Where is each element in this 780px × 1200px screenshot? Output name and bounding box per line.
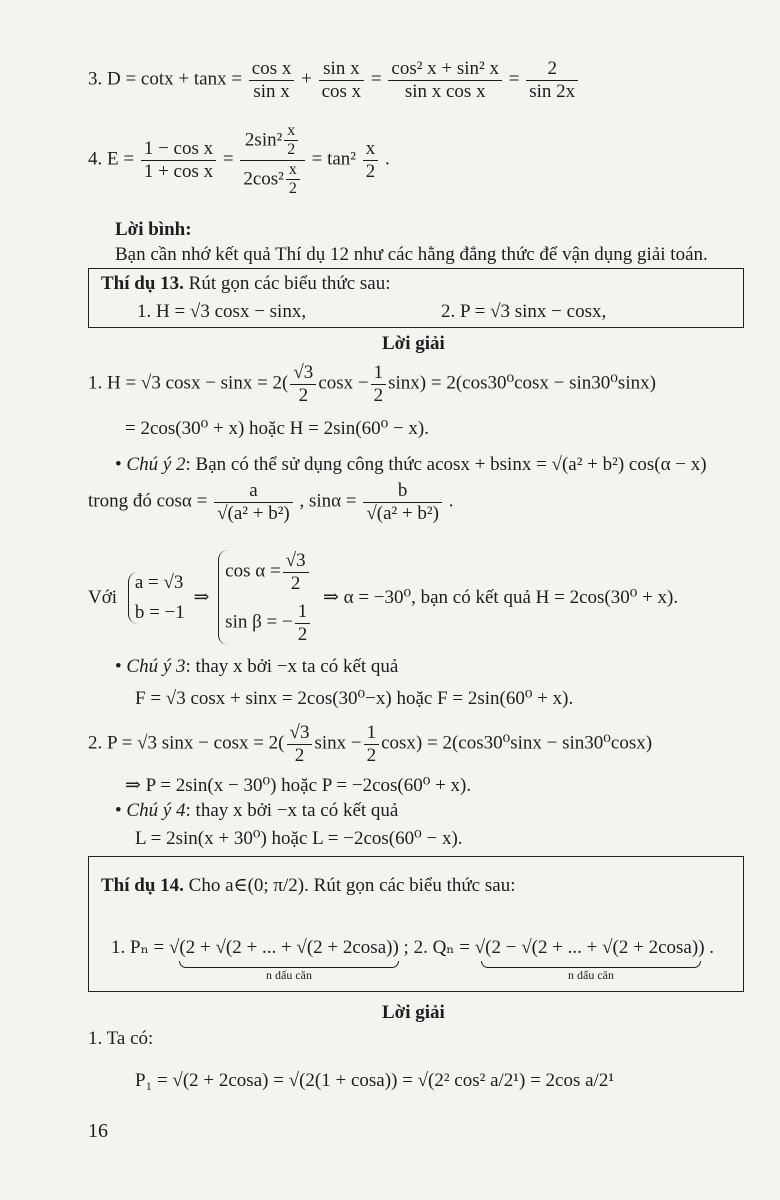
with-system: Với a = √3 b = −1 ⇒ cos α = $\frac{√3}{2}$ sin β = − $\frac{1}{2}$ ⇒ α = −30⁰, bạn có kết quả H = 2cos(30⁰ + x). bbox=[88, 550, 679, 645]
note-4: • Chú ý 4: thay x bởi −x ta có kết quả bbox=[115, 800, 399, 821]
example-13-header: Thí dụ 13. Rút gọn các biểu thức sau: bbox=[101, 273, 391, 294]
note-3-f: F = √3 cosx + sinx = 2cos(30⁰−x) hoặc F = 2sin(60⁰ + x). bbox=[135, 688, 574, 709]
note-2: • Chú ý 2: Bạn có thể sử dụng công thức acosx + bsinx = √(a² + b²) cos(α − x) bbox=[115, 454, 707, 475]
solution-title-1: Lời giải bbox=[382, 333, 445, 354]
formula-d: 3. D = cotx + tanx = $\frac{\text{cos x}}{\text{sin x}}$ + $\frac{\text{sin x}}{\text{cos x}}$ = $\frac{\text{cos² x + sin² x}}{\text{sin x cos x}}$ = $\frac{2}{\sin 2x}$ bbox=[88, 58, 580, 103]
example-13-box bbox=[88, 268, 744, 328]
comment-text: Bạn cần nhớ kết quả Thí dụ 12 như các hằng đẳng thức để vận dụng giải toán. bbox=[115, 244, 708, 265]
solution-p-line-2: ⇒ P = 2sin(x − 30⁰) hoặc P = −2cos(60⁰ + x). bbox=[125, 775, 472, 796]
brace-q: n dấu căn bbox=[481, 961, 701, 983]
p1-formula: P₁ = √(2 + 2cosa) = √(2(1 + cosa)) = √(2² cos² a/2¹) = 2cos a/2¹ bbox=[135, 1070, 615, 1091]
example-14-header: Thí dụ 14. Cho a∈(0; π/2). Rút gọn các biểu thức sau: bbox=[101, 875, 516, 896]
solution-h-line-1: 1. H = √3 cosx − sinx = 2( $\frac{√3}{2}$ cosx − $\frac{1}{2}$ sinx) = 2(cos30⁰cosx − sin30⁰sinx) bbox=[88, 362, 656, 406]
example-14-items: 1. Pₙ = √(2 + √(2 + ... + √(2 + 2cosa)) ; 2. Qₙ = √(2 − √(2 + ... + √(2 + 2cosa)) . bbox=[111, 937, 715, 958]
example-13-item-1: 1. H = √3 cosx − sinx, bbox=[137, 301, 307, 322]
formula-e: 4. E = $\frac{\text{1 − cos x}}{\text{1 + cos x}}$ = 2sin² $\frac{x}{2}$ 2cos² $\frac{x}{2}$ = tan² $\frac{x}{2}$ . bbox=[88, 122, 390, 198]
solution-title-2: Lời giải bbox=[382, 1002, 445, 1023]
we-have: 1. Ta có: bbox=[88, 1028, 154, 1049]
solution-h-line-2: = 2cos(30⁰ + x) hoặc H = 2sin(60⁰ − x). bbox=[125, 418, 429, 439]
page-number: 16 bbox=[88, 1120, 108, 1142]
note-4-l: L = 2sin(x + 30⁰) hoặc L = −2cos(60⁰ − x). bbox=[135, 828, 463, 849]
brace-p: n dấu căn bbox=[179, 961, 399, 983]
note-2-where: trong đó cosα = $\frac{a}{\text{√(a² + b²)}}$ , sinα = $\frac{b}{\text{√(a² + b²)}}$ . bbox=[88, 480, 454, 524]
note-3: • Chú ý 3: thay x bởi −x ta có kết quả bbox=[115, 656, 399, 677]
solution-p-line-1: 2. P = √3 sinx − cosx = 2( $\frac{√3}{2}$ sinx − $\frac{1}{2}$ cosx) = 2(cos30⁰sinx − sin30⁰cosx) bbox=[88, 722, 653, 766]
comment-title: Lời bình: bbox=[115, 219, 192, 240]
example-13-item-2: 2. P = √3 sinx − cosx, bbox=[441, 301, 607, 322]
example-14-box bbox=[88, 856, 744, 992]
